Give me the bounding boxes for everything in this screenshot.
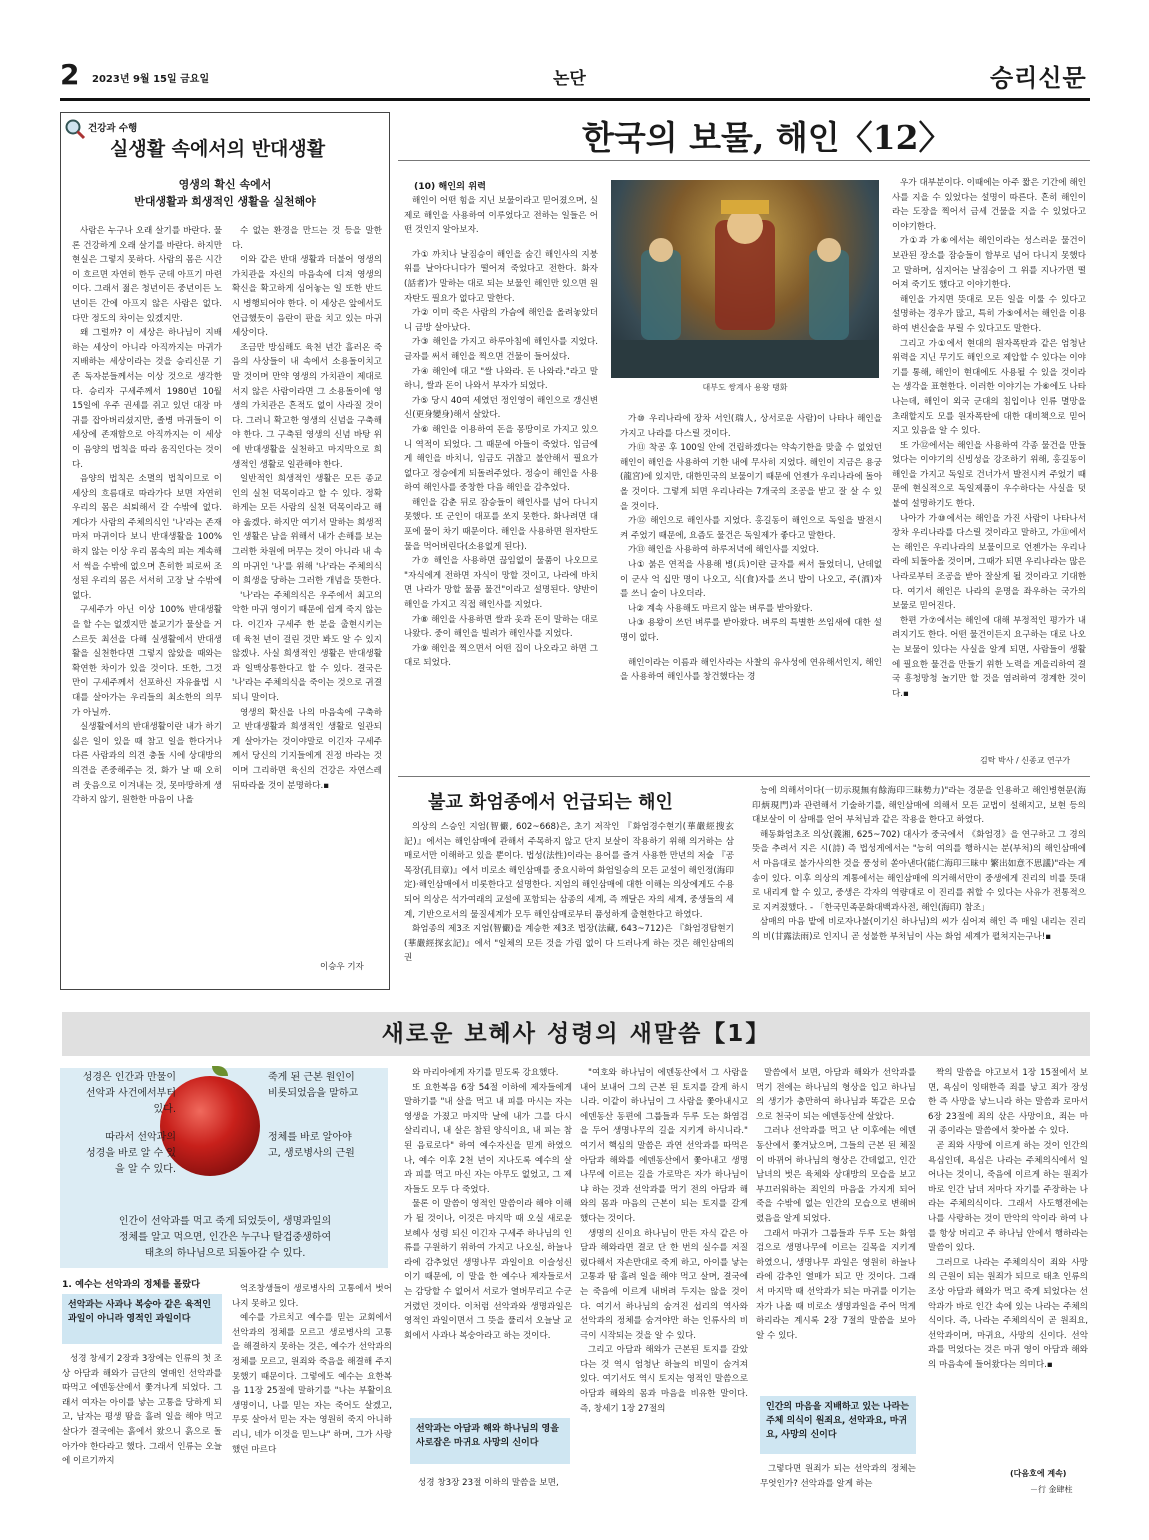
paragraph: 가①과 가⑥에서는 해인이라는 성스러운 물건이 보관된 장소를 잠승들이 함부로 넘어 다니지 못했다고 말하며, 심지어는 날짐승이 그 위를 지나가면 떨어져 죽기도 했다고 이야기한다. (892, 236, 1086, 291)
paragraph: "여호와 하나님이 에덴동산에서 그 사람을 내어 보내어 그의 근본 된 토지를 갈게 하시니라. 이같이 하나님이 그 사람을 쫓아내시고 에덴동산 동편에 그룹들과 두루 도는 화염검을 두어 생명나무의 길을 지키게 하시니라." 여기서 핵심의 말씀은 과연 선악과를 따먹은 아담과 해와를 에덴동산에서 쫓아내고 생명나무에 이르는 길을 가로막은 자가 하나님이냐 하는 것과 선악과를 먹기 전의 아담과 해와의 몸과 마음의 근본이 되는 토지를 갈게 했다는 것이다. (580, 1068, 748, 1224)
section-name: 논단 (553, 69, 586, 89)
paragraph: 수 없는 환경을 만드는 것 등을 말한다. (232, 226, 382, 251)
paragraph: 와 마리아에게 자기를 믿도록 강요했다. (412, 1068, 559, 1078)
paragraph: 우가 대부분이다. 이때에는 아주 짧은 기간에 해인사를 지을 수 있었다는 설명이 따른다. 흔히 해인이라는 도장을 찍어서 금세 건물을 지을 수 있었다고 이야기한다. (892, 178, 1086, 232)
treasure-section-head: (10) 해인의 위력 (414, 181, 486, 192)
magnifier-icon (64, 118, 86, 140)
paragraph: 가⑫ 해인으로 해인사를 지었다. 홍길동이 해인으로 독일을 발전시켜 주었기 때문에, 요즘도 물건은 독일제가 좋다고 말한다. (620, 516, 882, 541)
health-title: 실생활 속에서의 반대생활 (110, 138, 326, 160)
paragraph: 이와 같은 반대 생활과 더불어 영생의 가치관을 자신의 마음속에 디져 영생의 확신을 확고하게 심어놓는 일 또한 반드시 병행되어야 한다. 이 세상은 앞에서도 언급했듯이 음란이 판을 치고 있는 마귀 세상이다. (232, 255, 382, 339)
paragraph: 왜 그럴까? 이 세상은 하나님이 지배하는 세상이 아니라 아직까지는 마귀가 지배하는 세상이라는 것을 승리신문 기존 독자분들께서는 이상 것으로 생각한다. 승리자 구세주께서 1980년 10월 15일에 우주 권세를 쥐고 있던 대장 마귀를 잡아버리셨지만, 졸병 마귀들이 이 세상에 존재함으로 아직까지는 이 세상이 음양의 법칙을 따라 움직인다는 것이다. (72, 328, 222, 470)
series-title: 새로운 보혜사 성령의 새말씀【1】 (381, 1021, 771, 1047)
paragraph: 가⑧ 해인을 사용하면 쌀과 옷과 돈이 말하는 대로 나왔다. 중이 해인을 빌려가 해인사를 지었다. (404, 614, 598, 640)
issue-date: 2023년 9월 15일 금요일 (92, 74, 210, 85)
paragraph: 생명의 신이요 하나님이 만든 자식 같은 아담과 해와라면 결코 단 한 번의 실수를 저질렀다해서 자손만대로 죽게 하고, 아이를 낳는 고통과 땀 흘려 일을 해야 먹고 살며, 결국에는 죽음에 이르게 내버려 두지는 않을 것이다. 여기서 하나님의 숨겨진 섭리의 역사와 선악과의 정체를 숨겨야만 하는 인류사의 비극이 시작되는 것을 알 수 있다. (580, 1228, 748, 1341)
buddhist-title: 불교 화엄종에서 언급되는 해인 (428, 792, 673, 813)
paragraph: 능에 의해서이다(一切示現無有餘海印三昧勢力)"라는 경문을 인용하고 해인병현문(海印炳現門)과 관련해서 기술하기를, 해인삼매에 의해서 모든 교법이 설해지고, 보현 등의 대보살이 이 삼매를 얻어 부처님과 같은 작용을 한다고 하였다. (752, 786, 1086, 826)
continued-note: (다음호에 계속) (1010, 1469, 1067, 1478)
treasure-col-1 (404, 194, 598, 671)
paragraph: 해인이라는 이름과 해인사라는 사찰의 유사성에 연유해서인지, 해인을 사용하여 해인사를 창건했다는 경 (620, 657, 882, 683)
paragraph: 가② 이미 죽은 사람의 가슴에 해인을 올려놓았더니 금방 살아났다. (404, 308, 598, 333)
paragraph: 나② 계속 사용해도 마르지 않는 벼루를 받아왔다. (628, 603, 813, 614)
treasure-title: 한국의 보물, 해인〈12〉 (582, 118, 952, 157)
paragraph: 의상의 스승인 지엄(智儼, 602~668)은, 초기 저작인 『화엄경수현기(華嚴經搜玄記)』에서는 해인삼매에 관해서 주목하지 않고 단지 보살이 작용하기 위해 의거하는 삼매로서만 이해하고 있을 뿐이다. 법성(法性)이라는 용어를 즐겨 사용한 만년의 저술 『공목장(孔目章)』에서 비로소 해인삼매를 중요시하여 화엄일승의 모든 교설이 해인정(海印定)·해인삼매에서 비롯한다고 설명한다. 지엄의 해인삼매에 대한 이해는 의상에게도 수용되어 의상은 석가여래의 교설에 포함되는 삼종의 세계, 즉 깨달은 자의 세계, 중생들의 세계, 기반으로서의 물질세계가 모두 해인삼매로부터 품성하게 출현한다고 하였다. (404, 822, 734, 920)
paragraph: 가⑩ 우리나라에 장차 서인(瑞人, 상서로운 사람)이 나타나 해인을 가지고 나라를 다스릴 것이다. (620, 414, 882, 439)
word-col-5 (756, 1066, 916, 1343)
word-col-1 (62, 1352, 222, 1469)
paragraph: 해인을 감춘 뒤로 잠승들이 해인사를 넘어 다니지 못했다. 또 군인이 대포를 쏘지 못한다. 화나려면 대포에 물이 차기 때문이다. 해인을 사용하면 원자탄도 물을 먹어버린다(소용없게 된다). (404, 497, 598, 552)
word-section-head: 1. 예수는 선악과의 정체를 몰랐다 (62, 1279, 201, 1290)
paragraph: 삼매의 마음 밭에 비로자나불(이기신 하나님)의 씨가 심어져 해인 즉 매일 내리는 진리의 비(甘露法雨)로 인지니 곧 성불한 부처님이 사는 화엄 세계가 펼쳐지는구나!▪ (752, 917, 1086, 942)
paragraph: 말씀에서 보면, 아담과 해와가 선악과를 먹기 전에는 하나님의 형상을 입고 하나님의 생기가 충만하여 하나님과 똑같은 모습으로 천국이 되는 에덴동산에 살았다. (756, 1068, 916, 1122)
word-byline: －行 金肆柱 (1030, 1485, 1073, 1494)
paragraph: 가⑨ 해인을 찍으면서 어떤 집이 나오라고 하면 그대로 되었다. (404, 643, 598, 669)
paragraph: 나① 붉은 연적을 사용해 병(兵)이란 글자를 써서 들었더니, 난데없이 군사 억 십만 명이 나오고, 식(食)자를 쓰니 밥이 나오고, 주(酒)자를 쓰니 술이 나오더라. (620, 559, 882, 600)
highlight-quote-1: 선악과는 사과나 복숭아 같은 육적인 과일이 아니라 영적인 과일이다 (62, 1294, 222, 1344)
paragraph: 화엄종의 제3조 지엄(智儼)을 계승한 제3조 법장(法藏, 643~712)은 『화엄경탐현기(華嚴經探玄記)』에서 "일체의 모든 것을 가림 없이 다 드러나게 하는 것은 해인삼매의 권 (404, 924, 734, 964)
paragraph: 영생의 확신을 나의 마음속에 구축하고 반대생활과 희생적인 생활로 일관되게 살아가는 것이야말로 이긴자 구세주께서 당신의 기지들에게 진정 바라는 것이며 그리하면 육신의 건강은 자연스레 뒤따라올 것이 분명하다.▪ (232, 707, 382, 791)
paragraph: 구세주가 아닌 이상 100% 반대생활을 할 수는 없겠지만 불교기가 물살을 거스르듯 최선을 다해 실생활에서 반대생활을 실천한다면 그렇지 않았을 때와는 확연한 차이가 있을 것이다. 또한, 그것만이 구세주께서 선포하신 자유율법 시대를 살아가는 우리들의 최소한의 의무가 아닐까. (72, 605, 222, 718)
paragraph: 해인을 가지면 뜻대로 모든 일을 이룰 수 있다고 설명하는 경우가 많고, 특히 가⑤에서는 해인을 이용하여 변신술을 부릴 수 있다고도 말한다. (892, 294, 1086, 334)
health-byline: 이승우 기자 (320, 962, 364, 972)
paragraph: 그러나 선악과를 먹고 난 이후에는 에덴동산에서 쫓겨났으며, 그들의 근본 된 체질이 바뀌어 하나님의 형상은 간데없고, 인간 남녀의 벗은 육체와 상대방의 모습을 보고 부끄러워하는 죄인의 마음을 가지게 되어 죽을 수밖에 없는 인간의 모습으로 변해버렸음을 알게 되었다. (756, 1126, 916, 1224)
newspaper-logo: 승리신문 (990, 64, 1087, 92)
highlight-quote-2: 선악과는 아담과 해와 하나님의 영을 사로잡은 마귀요 사망의 신이다 (410, 1418, 570, 1464)
summary-text-right: 죽게 된 근본 원인이 비롯되었음을 말하고 (268, 1072, 359, 1099)
paragraph: 일반적인 희생적인 생활은 모든 종교인의 실천 덕목이라고 할 수 있다. 정확하게는 모든 사람의 실천 덕목이라고 해야 옳겠다. 하지만 여기서 말하는 희생적인 생활은 남을 위해서 내가 손해를 보는 그러한 차원에 머무는 것이 아니라 내 속의 마귀인 '나'를 위해 '나'라는 주체의식이 희생을 당하는 그러한 개념을 뜻한다. (232, 474, 382, 587)
summary-text-left: 성경은 인간과 만물이 선악과 사건에서부터 있다. (82, 1072, 176, 1115)
paragraph: 그리고 아담과 해와가 근본된 토지를 갈았다는 것 역시 엄청난 하늘의 비밀이 숨겨져 있다. 여기서도 역시 토지는 영적인 말씀으로 아담과 해와의 몸과 마음을 비유한 말이다. 즉, 창세기 1장 27절의 (580, 1345, 748, 1414)
paragraph: 나③ 용왕이 쓰던 벼루를 받아왔다. 벼루의 특별한 쓰임새에 대한 설명이 없다. (620, 618, 882, 643)
health-col-2 (232, 224, 382, 793)
word-col-5-tail: 그렇다면 원죄가 되는 선악과의 정체는 무엇인가? 선악과를 알게 하는 (760, 1464, 916, 1489)
treasure-col-3 (892, 176, 1086, 701)
paragraph: 실생활에서의 반대생활이란 내가 하기 싫은 일이 있을 때 참고 일을 한다거나 다른 사람과의 의견 충돌 시에 상대방의 의견을 존중해주는 것, 화가 날 때 오히려 웃음으로 이겨내는 것, 못마땅하게 생각하지 않기, 원한한 마음이 나올 (72, 722, 222, 806)
paragraph: 가③ 해인을 가지고 하루아침에 해인사를 지었다. 글자를 써서 해인을 찍으면 건물이 들어섰다. (404, 337, 598, 362)
paragraph: 한편 가⑦에서는 해인에 대해 부정적인 평가가 내려지기도 한다. 어떤 물건이든지 요구하는 대로 나오는 보물이 있다는 사실을 알게 되면, 사람들이 생활에 필요한 물건을 만들기 위한 노력을 게을리하여 결국 흥청망청 놀기만 할 것을 염려하여 경계한 것이다.▪ (892, 615, 1086, 699)
paragraph: 가⑥ 해인을 이용하여 돈을 몽땅이로 가지고 있으니 역적이 되었다. 그 때문에 아들이 죽었다. 임금에게 해인을 바치니, 임금도 귀찮고 불안해서 필요가 없다고 정승에게 되돌려주었다. 정승이 해인을 사용하여 해인사를 중창한 다음 해인을 감추었다. (404, 424, 598, 494)
word-col-3 (404, 1066, 572, 1343)
word-col-6 (928, 1066, 1088, 1372)
summary-text-left-2: 따라서 선악과의 성경을 바로 알 수 있 을 알 수 있다. (86, 1132, 176, 1175)
page-number: 2 (60, 58, 80, 91)
paragraph: 나아가 가⑩에서는 해인을 가진 사람이 나타나서 장차 우리나라를 다스릴 것이라고 말하고, 가⑪에서는 해인은 우리나라의 보물이므로 언젠가는 우리나라에 되돌아올 것이며, 그때가 되면 우리나라는 많은 나라로부터 조공을 받아 잘살게 될 것이라고 기대한다. 여기서 해인은 나라의 운명을 좌우하는 국가의 보물로 믿어진다. (892, 513, 1086, 612)
paragraph (620, 646, 882, 656)
paragraph: 가⑤ 당시 40여 세였던 정인영이 해인으로 갱신변신(更身變身)해서 살았다. (404, 395, 598, 421)
paragraph: 짝의 말씀을 야고보서 1장 15절에서 보면, 욕심이 잉태한즉 죄를 낳고 죄가 장성한 즉 사망을 낳느니라 하는 말씀과 로마서 6장 23절에 죄의 삯은 사망이요, 죄는 마귀 종이라는 말씀에서 찾아볼 수 있다. (928, 1068, 1088, 1137)
paragraph (404, 238, 598, 248)
paragraph: 음양의 법칙은 소멸의 법칙이므로 이 세상의 흐름대로 따라가다 보면 자연히 우리의 몸은 쇠퇴해서 갈 수밖에 없다. 게다가 사람의 주체의식인 '나'라는 존재마저 마귀이다 보니 반대생활을 100% 하지 않는 이상 우리 몸속의 피는 계속해서 썩을 수밖에 없으며 흔히한 피로써 조성된 우리의 몸은 서서히 고장 날 수밖에 없다. (72, 474, 222, 601)
dragon-king-painting (611, 180, 879, 378)
paragraph: 성경 창세기 2장과 3장에는 인류의 첫 조상 아담과 해와가 금단의 열매인 선악과를 따먹고 에덴동산에서 쫓겨나게 되었다. 그래서 여자는 아이를 낳는 고통을 당하게 되고, 남자는 평생 땀을 흘려 일을 해야 먹고 살다가 결국에는 흙에서 왔으니 흙으로 돌아가야 한다라고 했다. 그래서 인류는 오늘에 이르기까지 (62, 1354, 222, 1467)
word-col-4 (580, 1066, 748, 1416)
paragraph: 예수를 가르치고 예수를 믿는 교회에서 선악과의 정체를 모르고 생로병사의 고통을 해결하지 못하는 것은, 예수가 선악과의 정체를 모르고, 원죄와 죽음을 해결해 주지 못했기 때문이다. 그렇에도 예수는 요한복음 11장 25절에 말하기를 "나는 부활이요 생명이니, 나를 믿는 자는 죽어도 살겠고, 무릇 살아서 믿는 자는 영원히 죽지 아니하리니, 네가 이것을 믿느냐" 하며, 그가 사랑했던 마르다 (232, 1313, 392, 1455)
photo-caption: 대부도 쌍계사 용왕 탱화 (702, 383, 788, 392)
treasure-byline: 김탁 박사 / 신종교 연구가 (980, 756, 1071, 765)
paragraph: 물론 이 말씀이 영적인 말씀이라 해야 이해가 될 것이나, 이것은 마지막 때 오실 새로운 보혜사 성령 되신 이긴자 구세주 하나님의 인류를 구원하기 위하여 가지고 나오실, 하늘나라에 감추었던 생명나무 과일이요 이슬성신이기 때문에, 이 말을 한 예수나 제자들로서는 감당할 수 없어서 서로가 열버무리고 수군거렸던 것이다. 이처럼 선악과와 생명과일은 영적인 과일이면서 그 뜻을 풀리서 오늘날 교회에서 사과나 복숭아라고 하는 것이다. (404, 1199, 572, 1341)
word-col-3-tail: 성경 창3장 23절 이하의 말씀을 보면, (418, 1478, 559, 1488)
paragraph: 그래서 마귀가 그룹들과 두루 도는 화염검으로 생명나무에 이르는 길목을 지키게 하였으니, 생명나무 과일은 영원히 하늘나라에 감추인 열매가 되고 만 것이다. 그래서 마지막 때 선악과가 되는 마귀를 이기는 자가 나올 때 비로소 생명과일을 주어 먹게 하리라는 계시록 2장 7절의 말씀을 보아 알 수 있다. (756, 1228, 916, 1341)
paragraph: 조금만 방심해도 육천 년간 흘러온 죽음의 사상들이 내 속에서 소용돌이치고 말 것이며 만약 영생의 가치관이 제대로 서지 않은 사람이라면 그 소용돌이에 영생의 가치관은 흔적도 없이 사라질 것이다. 그러니 확고한 영생의 신념을 구축해야 한다. 그 구축된 영생의 신념 바탕 위에 반대생활을 실천하고 마지막으로 희생적인 생활로 일관해야 한다. (232, 342, 382, 470)
health-subtitle: 영생의 확신 속에서 반대생활과 희생적인 생활을 실천해야 (134, 178, 316, 208)
paragraph: 가① 까치나 날짐승이 해인을 숨긴 해인사의 지붕 위를 날아다니다가 떨어져 죽었다고 전한다. 화자(話者)가 말하는 대로 되는 보물인 해인만 있으면 원자탄도 필요가 없다고 말한다. (404, 249, 598, 304)
paragraph: 해동화엄초조 의상(義湘, 625~702) 대사가 중국에서 《화엄경》을 연구하고 그 경의 뜻을 추려서 지은 시(詩) 즉 법성게에서는 "능히 여의를 행하시는 분(부처)의 해인삼매에서 마음대로 불가사의한 것을 풍성히 쏟아낸다(能仁海印三昧中 繁出如意不思議)"라는 게송이 있다. 이후 의상의 계통에서는 해인삼매에 의거해서만이 중생에게 진리의 비를 뜻대로 내리게 할 수 있고, 중생은 각자의 역량대로 이 진리를 취할 수 있다는 사유가 전통적으로 지켜졌했다. - 「한국민족문화대백과사전, 해인(海印) 참조」 (752, 829, 1086, 913)
health-col-1 (72, 224, 222, 808)
word-col-2 (232, 1282, 392, 1457)
paragraph: 가⑬ 해인을 사용하여 하루저녁에 해인사를 지었다. (628, 545, 820, 556)
paragraph: 해인이 어떤 힘을 지닌 보물이라고 믿어졌으며, 실제로 해인을 사용하여 이루었다고 전하는 일들은 어떤 것인지 알아보자. (404, 196, 598, 236)
paragraph: 가④ 해인에 대고 "쌀 나와라. 돈 나와라."라고 말하니, 쌀과 돈이 나와서 부자가 되었다. (404, 366, 598, 392)
health-kicker: 건강과 수행 (88, 123, 138, 134)
buddhist-col-2 (752, 784, 1086, 945)
summary-text-bottom: 인간이 선악과를 먹고 죽게 되었듯이, 생명과일의 정체를 알고 먹으면, 인간은 누구나 탈겁중생하여 태초의 하나님으로 되돌아갈 수 있다. (118, 1216, 332, 1259)
paragraph: 그러므로 나라는 주체의식이 죄와 사망의 근원이 되는 원죄가 되므로 태초 인류의 조상 아담과 해와가 먹고 죽게 되었다는 선악과가 바로 인간 속에 있는 나라는 주체의식이다. 즉, 나라는 주체의식이 곧 원죄요, 선악과이며, 마귀요, 사망의 신이다. 선악과를 먹었다는 것은 마귀 영이 아담과 해와의 마음속에 들어왔다는 의미다.▪ (928, 1257, 1088, 1370)
paragraph: 또 가⑫에서는 해인을 사용하여 각종 물건을 만들었다는 이야기의 신빙성을 강조하기 위해, 홍길동이 해인을 가지고 독일로 건너가서 발전시켜 주었기 때문에 현실적으로 독일제품이 우수하다는 사실을 덧붙여 설명하기도 한다. (892, 440, 1086, 510)
paragraph: 가⑪ 착공 후 100일 안에 건립하겠다는 약속기한을 맞출 수 없었던 해인이 해인을 사용하여 기한 내에 무사히 지었다. 해인이 지금은 용궁(龍宮)에 있지만, 대한민국의 보물이기 때문에 언젠가 우리나라에 돌아올 것이다. 그렇게 되면 우리나라는 7개국의 조공을 받고 잘 살 수 있을 것이다. (620, 443, 882, 512)
buddhist-col-1 (404, 820, 734, 966)
paragraph: 곧 죄와 사망에 이르게 하는 것이 인간의 욕심인데, 욕심은 나라는 주체의식에서 일어나는 것이니, 죽음에 이르게 하는 원죄가 바로 인간 남녀 저마다 자기를 주장하는 나라는 주체의식이다. 그래서 사도행전에는 나를 사랑하는 것이 만악의 악이라 하여 나를 항상 버리고 주 하나님 안에서 행하라는 말씀이 있다. (928, 1140, 1088, 1254)
paragraph: 가⑦ 해인을 사용하면 끊임없이 물품이 나오므로 "자식에게 전하면 자식이 망할 것이고, 나라에 바치면 나라가 망할 물품 물건"이라고 설명된다. 양반이 해인을 가지고 직접 해인사를 지었다. (404, 556, 598, 611)
header-rule (60, 98, 1090, 101)
paragraph: 사람은 누구나 오래 살기를 바란다. 물론 건강하게 오래 살기를 바란다. 하지만 현실은 그렇지 못하다. 사람의 몸은 시간이 흐르면 자연히 한두 군데 아프기 마련이다. 그래서 젊은 청년이든 중년이든 노년이든 간에 아프지 않은 사람은 없다. 다만 정도의 차이는 있겠지만. (72, 226, 222, 324)
treasure-col-2 (620, 412, 882, 685)
paragraph: 그리고 가①에서 현대의 원자폭탄과 같은 엄청난 위력을 지닌 무기도 해인으로 제압할 수 있다는 이야기를 통해, 해인이 현대에도 사용될 수 있을 것이라는 생각을 표현한다. 이러한 이야기는 가⑥에도 나타나는데, 해인이 외국 군대의 침입이나 인류 멸망을 초래할지도 모를 원자폭탄에 대한 대비책으로 믿어지고 있음을 알 수 있다. (892, 338, 1086, 437)
summary-text-right-2: 정체를 바로 알아야 고, 생로병사의 근원 (268, 1132, 355, 1159)
highlight-quote-3: 인간의 마음을 지배하고 있는 나라는 주체 의식이 원죄요, 선악과요, 마귀요, 사망의 신이다 (760, 1396, 916, 1454)
paragraph: 억조창생들이 생로병사의 고통에서 벗어나지 못하고 있다. (232, 1284, 392, 1309)
paragraph: 또 요한복음 6장 54절 이하에 제자들에게 말하기를 "내 살을 먹고 내 피를 마시는 자는 영생을 가졌고 마지막 날에 내가 그를 다시 살리리니, 내 살은 참된 양식이요, 내 피는 참된 음료로다" 하여 예수자신을 믿게 하였으나, 예수 이후 2천 년이 지나도록 예수의 살과 피를 먹고 마신 자는 아무도 없었고, 그 제자들도 모두 다 죽었다. (404, 1082, 572, 1195)
paragraph: '나'라는 주체의식은 우주에서 최고의 악한 마귀 영이기 때문에 쉽게 죽지 않는다. 이긴자 구세주 한 분을 출현시키는 데 육천 년이 걸린 것만 봐도 알 수 있지 않겠나. 사실 희생적인 생활은 반대생활과 일맥상통한다고 할 수 있다. 결국은 '나'라는 주체의식을 죽이는 것으로 귀결되니 말이다. (232, 590, 382, 703)
